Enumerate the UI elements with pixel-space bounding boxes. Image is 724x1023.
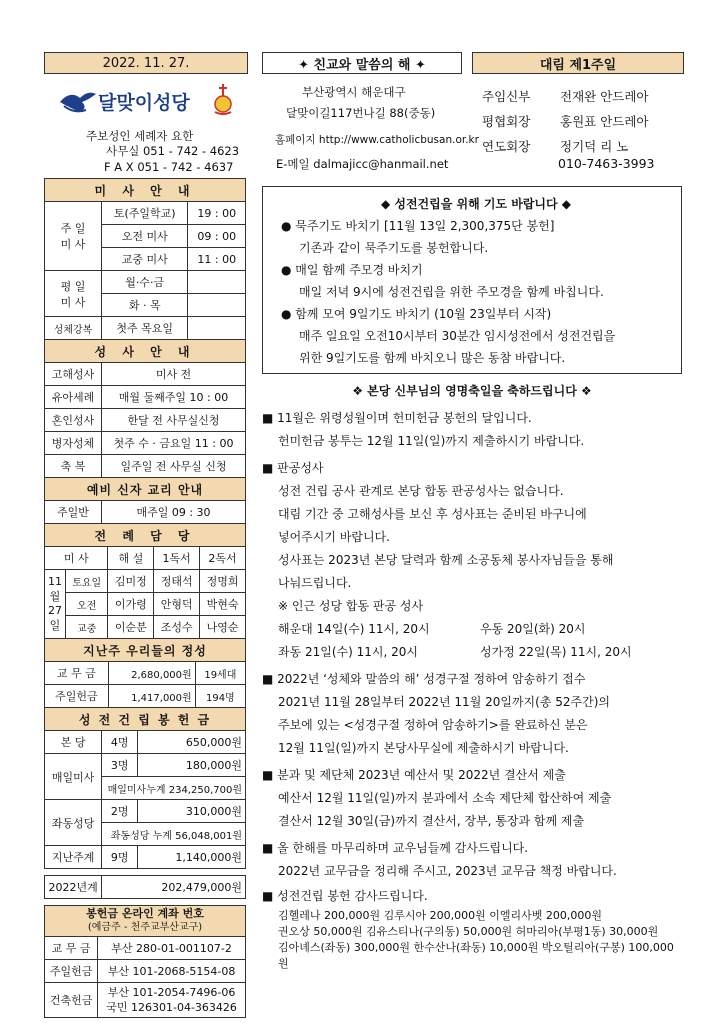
- notice-schedule: [262, 618, 682, 641]
- week-box: [472, 52, 684, 74]
- duty-title: 전 례 담 당: [45, 524, 246, 547]
- notice-schedule: [262, 641, 682, 664]
- duty-person: 정명희: [200, 570, 246, 593]
- account-type: 교 무 금: [45, 937, 98, 960]
- offering-type: 주일헌금: [45, 685, 109, 708]
- notice-text: 넣어주시기 바랍니다.: [278, 530, 390, 544]
- motto-box: [262, 52, 462, 74]
- notice-heading: ■ 2022년 ‘성체와 말씀의 해’ 성경구절 정하여 암송하기 접수: [262, 672, 586, 686]
- duty-table: [44, 523, 246, 639]
- main-content: [262, 178, 682, 972]
- sacrament-info: 첫주 수 · 금요일 11 : 00: [102, 432, 246, 455]
- fund-total: 좌동성당 누계 56,048,001원: [102, 823, 246, 846]
- patron-saint: 주보성인 세례자 요한: [86, 129, 194, 143]
- prayer-detail: 기존과 같이 묵주기도를 봉헌합니다.: [299, 241, 489, 255]
- adoration-time: 첫주 목요일: [102, 317, 188, 340]
- sincerity-title: 지난주 우리들의 정성: [45, 639, 246, 662]
- sacrament-name: 병자성체: [45, 432, 102, 455]
- weekday-mass-label: 평 일 미 사: [45, 271, 102, 317]
- sacrament-title: 성 사 안 내: [45, 340, 246, 363]
- notice-heading: ■ 올 한해를 마무리하며 교우님들께 감사드립니다.: [262, 841, 529, 855]
- contact-phone: 010-7463-3993: [558, 156, 655, 171]
- notice-text: 대림 기간 중 고해성사를 보신 후 성사표는 준비된 바구니에: [278, 507, 587, 521]
- fund-count: 2명: [102, 800, 138, 823]
- duty-header: 미 사: [45, 547, 108, 570]
- notice-text: 나눠드립니다.: [278, 576, 352, 590]
- duty-date: 11월 27일: [45, 570, 66, 639]
- fund-count: 9명: [102, 846, 138, 869]
- offering-count: 19세대: [195, 662, 245, 685]
- offering-type: 교 무 금: [45, 662, 109, 685]
- fund-amount: 1,140,000원: [138, 846, 246, 869]
- duty-mass: 오전: [66, 593, 108, 616]
- schedule-item: 성가정 22일(목) 11시, 20시: [480, 645, 632, 659]
- fax-number: F A X 051 - 742 - 4637: [104, 160, 234, 174]
- sacrament-name: 혼인성사: [45, 409, 102, 432]
- homepage: 홈페이지 http://www.catholicbusan.or.kr: [275, 134, 479, 146]
- notice-heading: ■ 성전건립 봉헌 감사드립니다.: [262, 889, 428, 903]
- prayer-title: ◆ 성전건립을 위해 기도 바랍니다 ◆: [380, 197, 572, 211]
- fund-total: 매일미사누계 234,250,700원: [102, 777, 246, 800]
- duty-mass: 토요일: [66, 570, 108, 593]
- notice-text: 주보에 있는 <성경구절 정하여 암송하기>를 완료하신 분은: [278, 718, 588, 732]
- dove-icon: [58, 86, 98, 116]
- mass-table: [44, 178, 246, 524]
- notice-text: 성전 건립 공사 관계로 본당 합동 판공성사는 없습니다.: [278, 484, 564, 498]
- sacrament-info: 일주일 전 사무실 신청: [102, 455, 246, 478]
- staff-row: 주임신부 전재완 안드레아: [482, 89, 649, 104]
- account-numbers: [98, 983, 246, 1018]
- issue-date: 2022. 11. 27.: [102, 55, 190, 71]
- fund-amount: 650,000원: [138, 731, 246, 754]
- fund-count: 4명: [102, 731, 138, 754]
- church-name: 달맞이성당: [98, 92, 190, 114]
- duty-person: 조성수: [154, 616, 200, 639]
- sacrament-info: 매월 둘째주일 10 : 00: [102, 386, 246, 409]
- account-title: 봉헌금 온라인 계좌 번호: [86, 907, 204, 920]
- notice-heading: ■ 11월은 위령성월이며 헌미헌금 봉헌의 달입니다.: [262, 411, 532, 425]
- duty-person: 나영순: [200, 616, 246, 639]
- schedule-item: 좌동 21일(수) 11시, 20시: [278, 645, 418, 659]
- cross-moon-icon: [210, 82, 236, 116]
- sacrament-name: 유아세례: [45, 386, 102, 409]
- fund-label: 지난주계: [45, 846, 102, 869]
- prayer-detail: 위한 9일기도를 함께 바치오니 많은 동참 바랍니다.: [299, 351, 566, 365]
- fund-label: 좌동성당: [45, 800, 102, 846]
- sacrament-info: 미사 전: [102, 363, 246, 386]
- notices: [262, 380, 682, 972]
- duty-header: 해 설: [108, 547, 154, 570]
- mass-name: 토(주일학교): [102, 202, 188, 225]
- mass-time: 19 : 00: [188, 202, 246, 225]
- fund-amount: 180,000원: [138, 754, 246, 777]
- account-table: [44, 905, 246, 1018]
- left-sidebar: [44, 178, 246, 1018]
- duty-mass: 교중: [66, 616, 108, 639]
- prayer-box: [262, 186, 682, 374]
- notice-text: 예산서 12월 11일(일)까지 분과에서 소속 제단체 합산하여 제출: [278, 791, 612, 805]
- address-line2: 달맞이길117번나길 88(중동): [286, 106, 436, 120]
- account-header: [45, 906, 246, 937]
- duty-person: 안형덕: [154, 593, 200, 616]
- donor-list: 김아녜스(좌동) 300,000원 한수산나(좌동) 10,000원 박오틸리아(구봉) 100,000원: [278, 941, 674, 970]
- fund-label: 본 당: [45, 731, 102, 754]
- prayer-detail: 매일 저녁 9시에 성전건립을 위한 주모경을 함께 바칩니다.: [299, 285, 604, 299]
- year-motto: ✦ 친교와 말씀의 해 ✦: [298, 57, 426, 73]
- mass-time: 09 : 00: [188, 225, 246, 248]
- sincerity-table: [44, 638, 246, 708]
- duty-person: 이가령: [108, 593, 154, 616]
- sacrament-info: 한달 전 사무실신청: [102, 409, 246, 432]
- schedule-item: 우동 20일(화) 20시: [480, 622, 586, 636]
- mass-name: 교중 미사: [102, 248, 188, 271]
- sacrament-name: 고해성사: [45, 363, 102, 386]
- notice-text: 12월 11일(일)까지 본당사무실에 제출하시기 바랍니다.: [278, 741, 569, 755]
- duty-person: 정태석: [154, 570, 200, 593]
- fund-year-total: 202,479,000원: [102, 876, 246, 899]
- account-number: 부산 101-2068-5154-08: [98, 960, 246, 983]
- mass-time: 11 : 00: [188, 248, 246, 271]
- liturgical-week: 대림 제1주일: [539, 57, 617, 73]
- offering-count: 194명: [195, 685, 245, 708]
- notice-heading: ■ 분과 및 제단체 2023년 예산서 및 2022년 결산서 제출: [262, 768, 566, 782]
- notice-heading: ■ 판공성사: [262, 461, 324, 475]
- notice-text: 결산서 12월 30일(금)까지 결산서, 장부, 통장과 함께 제출: [278, 814, 585, 828]
- fund-label: 매일미사: [45, 754, 102, 800]
- email: E-메일 dalmajicc@hanmail.net: [276, 157, 449, 171]
- catechumen-time: 매주일 09 : 30: [102, 501, 246, 524]
- fund-count: 3명: [102, 754, 138, 777]
- mass-name: 오전 미사: [102, 225, 188, 248]
- account-number: 국민 126301-04-363426: [106, 1001, 237, 1014]
- notice-text: ※ 인근 성당 합동 판공 성사: [278, 599, 424, 613]
- catechumen-title: 예비 신자 교리 안내: [45, 478, 246, 501]
- staff-list: [482, 84, 649, 159]
- church-logo: [58, 82, 248, 118]
- staff-row: 평협회장 홍원표 안드레아: [482, 114, 649, 129]
- adoration-label: 성체강복: [45, 317, 102, 340]
- duty-person: 이순분: [108, 616, 154, 639]
- sunday-mass-label: 주 일 미 사: [45, 202, 102, 271]
- address-line1: 부산광역시 해운대구: [302, 85, 406, 99]
- staff-row: 연도회장 정기덕 리 노: [482, 139, 629, 154]
- mass-name: 화 · 목: [102, 294, 188, 317]
- account-number: 부산 101-2054-7496-06: [107, 986, 236, 999]
- mass-name: 월·수·금: [102, 271, 188, 294]
- notice-text: 2021년 11월 28일부터 2022년 11월 20일까지(총 52주간)의: [278, 695, 610, 709]
- offering-amount: 1,417,000원: [108, 685, 195, 708]
- account-type: 건축헌금: [45, 983, 98, 1018]
- offering-amount: 2,680,000원: [108, 662, 195, 685]
- notice-text: 헌미헌금 봉투는 12월 11일(일)까지 제출하시기 바랍니다.: [278, 434, 585, 448]
- fund-amount: 310,000원: [138, 800, 246, 823]
- feast-title: ❖ 본당 신부님의 영명축일을 축하드립니다 ❖: [352, 384, 592, 398]
- office-phone: 사무실 051 - 742 - 4623: [106, 144, 240, 158]
- notice-text: 성사표는 2023년 본당 달력과 함께 소공동체 봉사자님들을 통해: [278, 553, 614, 567]
- notice-text: 2022년 교무금을 정리해 주시고, 2023년 교무금 책정 바랍니다.: [278, 864, 617, 878]
- duty-header: 2독서: [200, 547, 246, 570]
- duty-header: 1독서: [154, 547, 200, 570]
- account-number: 부산 280-01-001107-2: [98, 937, 246, 960]
- account-holder: (예금주 - 천주교부산교구): [87, 922, 203, 933]
- building-title: 성 전 건 립 봉 헌 금: [45, 708, 246, 731]
- sacrament-name: 축 복: [45, 455, 102, 478]
- account-type: 주일헌금: [45, 960, 98, 983]
- schedule-item: 해운대 14일(수) 11시, 20시: [278, 622, 430, 636]
- donor-list: 권오상 50,000원 김유스티나(구의동) 50,000원 허마리아(부평1동) 30,000원: [278, 925, 659, 938]
- building-fund-table: [44, 707, 246, 899]
- prayer-item: ● 함께 모여 9일기도 바치기 (10월 23일부터 시작): [281, 307, 552, 321]
- donor-list: 김헬레나 200,000원 김루시아 200,000원 이엘리사벳 200,000원: [278, 909, 602, 922]
- prayer-detail: 매주 일요일 오전10시부터 30분간 임시성전에서 성전건립을: [299, 329, 616, 343]
- mass-title: 미 사 안 내: [45, 179, 246, 202]
- prayer-item: ● 묵주기도 바치기 [11월 13일 2,300,375단 봉헌]: [281, 219, 555, 233]
- prayer-item: ● 매일 함께 주모경 바치기: [281, 263, 423, 277]
- catechumen-class: 주일반: [45, 501, 102, 524]
- date-box: [44, 52, 248, 74]
- duty-person: 김미정: [108, 570, 154, 593]
- duty-person: 박현숙: [200, 593, 246, 616]
- fund-label: 2022년계: [45, 876, 102, 899]
